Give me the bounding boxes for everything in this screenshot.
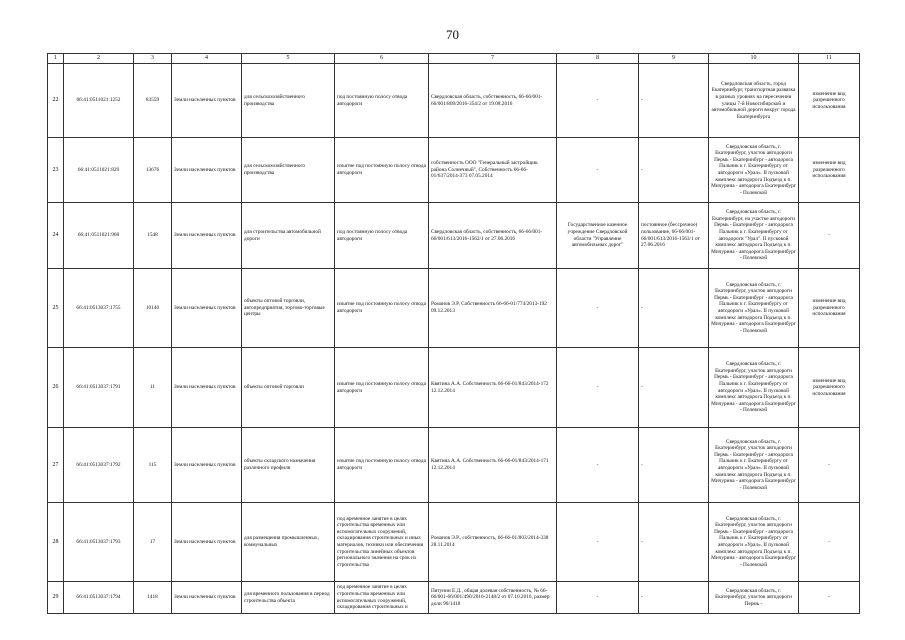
column-number: 4 — [172, 54, 242, 64]
right-holder: - — [557, 582, 639, 614]
row-number: 23 — [48, 138, 64, 203]
cadastral-number: 66:41:0513037:1791 — [64, 348, 134, 428]
area-value: 13676 — [134, 138, 172, 203]
right-holder: - — [557, 269, 639, 348]
note-cell: изменение вид разрешенного использования — [799, 64, 860, 138]
land-category: Земли населенных пунктов — [172, 203, 242, 269]
holder-right-record: постоянное (бессрочное) пользование, 66-66/001-66/001/613/2016-1563/1 от 27.06.2016 — [639, 203, 709, 269]
column-numbers-row — [48, 54, 860, 64]
right-holder: Государственное казенное учреждение Свердловской области "Управление автомобильных дорог" — [557, 203, 639, 269]
land-plots-table — [47, 53, 860, 614]
encumbrance-type: изъятие под постоянную полосу отвода автодороги — [335, 428, 429, 503]
area-value: 1418 — [134, 582, 172, 614]
location-description: Свердловская область, город Екатеринбург, транспортная развязка в разных уровнях на пересечении улицы 7-й Новосибирской и автомобильной дороги вокруг города Екатеринбурга — [709, 64, 799, 138]
holder-right-record: - — [639, 138, 709, 203]
column-number: 5 — [242, 54, 335, 64]
right-holder: - — [557, 138, 639, 203]
cadastral-number: 66:41:0511021:829 — [64, 138, 134, 203]
table-row — [48, 582, 860, 614]
row-number: 27 — [48, 428, 64, 503]
area-value: 10140 — [134, 269, 172, 348]
location-description: Свердловская область, г. Екатеринбург, участок автодороги Пермь - Екатеринбург - автодорога Пальник к г. Екатеринбургу от автодороги «Урал». II пусковой комплекс автодорога Подъезд к п. Мичурина - автодорога Екатеринбург - Полевской — [709, 503, 799, 582]
page-number: 70 — [446, 27, 459, 42]
holder-right-record: - — [639, 348, 709, 428]
area-value: 1548 — [134, 203, 172, 269]
permitted-use: объекты оптовой торговли — [242, 348, 335, 428]
encumbrance-type: изъятие под постоянную полосу отвода автодороги — [335, 138, 429, 203]
cadastral-number: 66:41:0513037:1794 — [64, 582, 134, 614]
area-value: 11 — [134, 348, 172, 428]
column-number: 8 — [557, 54, 639, 64]
note-cell: - — [799, 503, 860, 582]
area-value: 17 — [134, 503, 172, 582]
encumbrance-type: изъятие под постоянную полосу отвода автодороги — [335, 269, 429, 348]
row-number: 29 — [48, 582, 64, 614]
encumbrance-type: изъятие под постоянную полосу отвода автодороги — [335, 348, 429, 428]
note-cell: изменение вид разрешенного использования — [799, 138, 860, 203]
column-number: 3 — [134, 54, 172, 64]
rights-record: Свердловская область, собственность, 66-66/001-66/001/809/2016-354/2 от 19.08.2016 — [429, 64, 557, 138]
rights-record: Свердловская область, собственность, 66-66/001-66/001/613/2016-1562/1 от 27.06.2016 — [429, 203, 557, 269]
holder-right-record: - — [639, 503, 709, 582]
area-value: 115 — [134, 428, 172, 503]
note-cell: - — [799, 203, 860, 269]
location-description: Свердловская область, г. Екатеринбург, участок автодороги Пермь - Екатеринбург - автодорога Пальник к г. Екатеринбургу от автодороги «Урал». II пусковой комплекс автодорога Подъезд к п. Мичурина - автодорога Екатеринбург - Полевской — [709, 428, 799, 503]
column-number: 9 — [639, 54, 709, 64]
encumbrance-type: под постоянную полосу отвода автодороги — [335, 64, 429, 138]
permitted-use: объекты складского назначения различного профиля — [242, 428, 335, 503]
rights-record: Квятина А.А. Собственность 66-66-01/843/2014-172 12.12.2014 — [429, 348, 557, 428]
column-number: 1 — [48, 54, 64, 64]
table-row — [48, 348, 860, 428]
permitted-use: для сельскохозяйственного производства — [242, 138, 335, 203]
right-holder: - — [557, 503, 639, 582]
land-category: Земли населенных пунктов — [172, 428, 242, 503]
land-category: Земли населенных пунктов — [172, 582, 242, 614]
land-category: Земли населенных пунктов — [172, 138, 242, 203]
rights-record: Романов Э.Р., собственность, 66-66-01/803/2014-338 28.11.2014 — [429, 503, 557, 582]
cadastral-number: 66:41:0511021:1252 — [64, 64, 134, 138]
row-number: 25 — [48, 269, 64, 348]
permitted-use: для строительства автомобильной дороги — [242, 203, 335, 269]
permitted-use: для временного пользования в период строительства объекта — [242, 582, 335, 614]
cadastral-number: 66:41:0513037:1793 — [64, 503, 134, 582]
location-description: Свердловская область, г. Екатеринбург, участок автодороги Пермь - Екатеринбург - автодорога Пальник к г. Екатеринбургу от автодороги «Урал». II пусковой комплекс автодорога Подъезд к п. Мичурина - автодорога Екатеринбург - Полевской — [709, 348, 799, 428]
holder-right-record: - — [639, 428, 709, 503]
row-number: 24 — [48, 203, 64, 269]
location-description: Свердловская область, г. Екатеринбург, на участке автодороги Пермь - Екатеринбург - автодорога Пальник к г. Екатеринбургу от автодороги "Урал". II пусковой комплекс автодорога Подъезд к п. Мичурина - автодорога Екатеринбург - Полевской — [709, 203, 799, 269]
column-number: 11 — [799, 54, 860, 64]
note-cell: изменение вид разрешенного использования — [799, 348, 860, 428]
location-description: Свердловская область, г. Екатеринбург, участок автодороги Пермь - Екатеринбург - автодорога Пальник к г. Екатеринбургу от автодороги «Урал». II пусковой комплекс автодорога Подъезд к п. Мичурина - автодорога Екатеринбург - Полевской — [709, 269, 799, 348]
table-row — [48, 64, 860, 138]
rights-record: Романов Э.Р. Собственность 66-66-01/774/2013-192 09.12.2013 — [429, 269, 557, 348]
table-row — [48, 269, 860, 348]
rights-record: Квятина А.А. Собственность 66-66-01/843/2014-171 12.12.2014 — [429, 428, 557, 503]
note-cell: - — [799, 428, 860, 503]
holder-right-record: - — [639, 64, 709, 138]
table-row — [48, 203, 860, 269]
permitted-use: для сельскохозяйственного производства — [242, 64, 335, 138]
note-cell: - — [799, 582, 860, 614]
encumbrance-type: под временное занятие в целях строительства временных или вспомогательных сооружений, складирования строительных и — [335, 582, 429, 614]
row-number: 22 — [48, 64, 64, 138]
note-cell: изменение вид разрешенного использования — [799, 269, 860, 348]
column-number: 10 — [709, 54, 799, 64]
right-holder: - — [557, 64, 639, 138]
holder-right-record: - — [639, 582, 709, 614]
cadastral-number: 66:41:0513037:1792 — [64, 428, 134, 503]
rights-record: Пятунин Е.Д., общая долевая собственность, № 66-66/001-66/001/490/2016-2148/2 от 07.10.2016, размер доли 90/1418 — [429, 582, 557, 614]
land-category: Земли населенных пунктов — [172, 503, 242, 582]
rights-record: собственность ООО "Генеральный застройщик района Солнечный", Собственность 66-66-01/637/2014-373 07.05.2014 — [429, 138, 557, 203]
encumbrance-type: под постоянную полосу отвода автодороги — [335, 203, 429, 269]
location-description: Свердловская область, г. Екатеринбург, участок автодороги Пермь - Екатеринбург - автодорога Пальник к г. Екатеринбургу от автодороги «Урал». II пусковой комплекс автодорога Подъезд к п. Мичурина - автодорога Екатеринбург - Полевской — [709, 138, 799, 203]
land-category: Земли населенных пунктов — [172, 269, 242, 348]
land-category: Земли населенных пунктов — [172, 64, 242, 138]
cadastral-number: 66:41:0511021:968 — [64, 203, 134, 269]
table-row — [48, 428, 860, 503]
row-number: 26 — [48, 348, 64, 428]
area-value: 83559 — [134, 64, 172, 138]
table-row — [48, 138, 860, 203]
land-category: Земли населенных пунктов — [172, 348, 242, 428]
holder-right-record: - — [639, 269, 709, 348]
right-holder: - — [557, 428, 639, 503]
column-number: 2 — [64, 54, 134, 64]
location-description: Свердловская область, г. Екатеринбург, участок автодороги Пермь - — [709, 582, 799, 614]
permitted-use: для размещения промышленных, коммунальных — [242, 503, 335, 582]
row-number: 28 — [48, 503, 64, 582]
cadastral-number: 66:41:0513037:1755 — [64, 269, 134, 348]
permitted-use: объекты оптовой торговли, автопредприятия, торгово-торговые центры — [242, 269, 335, 348]
column-number: 7 — [429, 54, 557, 64]
right-holder: - — [557, 348, 639, 428]
encumbrance-type: под временное занятие в целях строительства временных или вспомогательных сооружений, складирования строительных и иных материалов, техники или обеспечения строительства линейных объектов регионального значения на срок их строительства — [335, 503, 429, 582]
column-number: 6 — [335, 54, 429, 64]
table-row — [48, 503, 860, 582]
